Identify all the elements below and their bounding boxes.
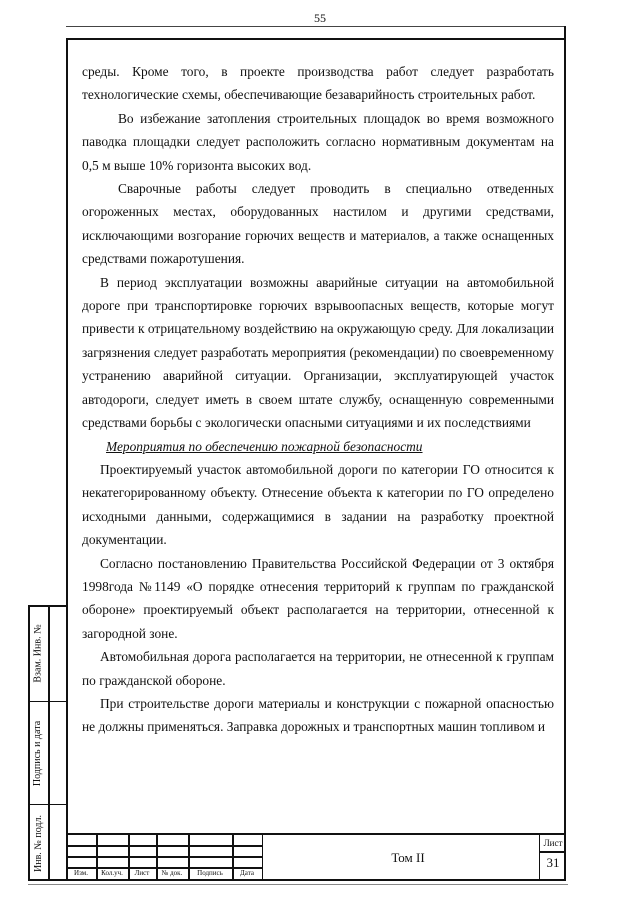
paragraph: Сварочные работы следует проводить в специально отведенных огороженных местах, оборудованных настилом и другими средствами, исключающими возгорание горючих веществ и материалов, а также оснащенных средствами пожаротушения. xyxy=(82,181,554,267)
side-label-vzam-text: Взам. Инв. № xyxy=(32,624,44,683)
sheet-cell xyxy=(539,835,566,881)
header-data: Дата xyxy=(240,869,254,877)
paragraph: Согласно постановлению Правительства Российской Федерации от 3 октября 1998года №1149 «О порядке отнесения территорий к группам по гражданской обороне» проектируемый объект располагается на территории, отнесенной к загородной зоне. xyxy=(82,555,554,641)
header-doc-num: № док. xyxy=(161,869,183,877)
header-izm: Изм. xyxy=(74,869,88,877)
volume-title-text: Том II xyxy=(391,850,425,865)
side-label-vzam xyxy=(28,605,48,702)
revision-table xyxy=(66,835,262,881)
sheet-divider xyxy=(540,851,566,853)
bottom-line xyxy=(28,884,568,885)
section-heading: Мероприятия по обеспечению пожарной безопасности xyxy=(106,438,423,454)
paragraph: При строительстве дороги материалы и конструкции с пожарной опасностью не должны применяться. Заправка дорожных и транспортных машин топливом и xyxy=(82,695,554,735)
sheet-label: Лист xyxy=(543,838,563,848)
side-label-inv-text: Инв. № подл. xyxy=(32,814,44,872)
side-label-inv xyxy=(28,805,48,881)
sheet-number: 31 xyxy=(546,855,560,870)
header-podpis: Подпись xyxy=(197,869,223,877)
paragraph: среды. Кроме того, в проекте производства работ следует разработать технологические схемы, обеспечивающие безаварийность строительных работ. xyxy=(82,64,554,103)
side-label-podpis xyxy=(28,702,48,805)
title-block xyxy=(66,833,566,881)
paragraph: Проектируемый участок автомобильной дороги по категории ГО относится к некатегорированному объекту. Отнесение объекта к категории по ГО определено исходными данными, содержащимися в задании на разработку проектной документации. xyxy=(82,461,554,548)
side-label-podpis-text: Подпись и дата xyxy=(32,720,44,787)
paragraph: Автомобильная дорога располагается на территории, не отнесенной к группам по гражданской обороне. xyxy=(82,649,554,688)
page-number: 55 xyxy=(314,11,326,25)
header-list: Лист xyxy=(134,869,150,877)
paragraph: В период эксплуатации возможны аварийные ситуации на автомобильной дороге при транспортировке горючих взрывоопасных веществ, которые могут привести к отрицательному воздействию на окружающую среду. Для локализации загрязнения следует разработать мероприятия (рекомендации) по своевременному устранению аварийной ситуации. Организации, эксплуатирующей участок автодороги, следует иметь в своем штате службу, оснащенную современными средствами борьбы с экологически опасными ситуациями и их последствиями xyxy=(82,274,554,431)
paragraph: Во избежание затопления строительных площадок во время возможного паводка площадки следует расположить согласно нормативным документам на 0,5 м выше 10% горизонта высоких вод. xyxy=(82,110,554,173)
top-border-line xyxy=(66,26,566,27)
header-kol-uch: Кол.уч. xyxy=(101,869,123,877)
volume-title xyxy=(262,835,553,881)
document-body xyxy=(82,60,554,739)
